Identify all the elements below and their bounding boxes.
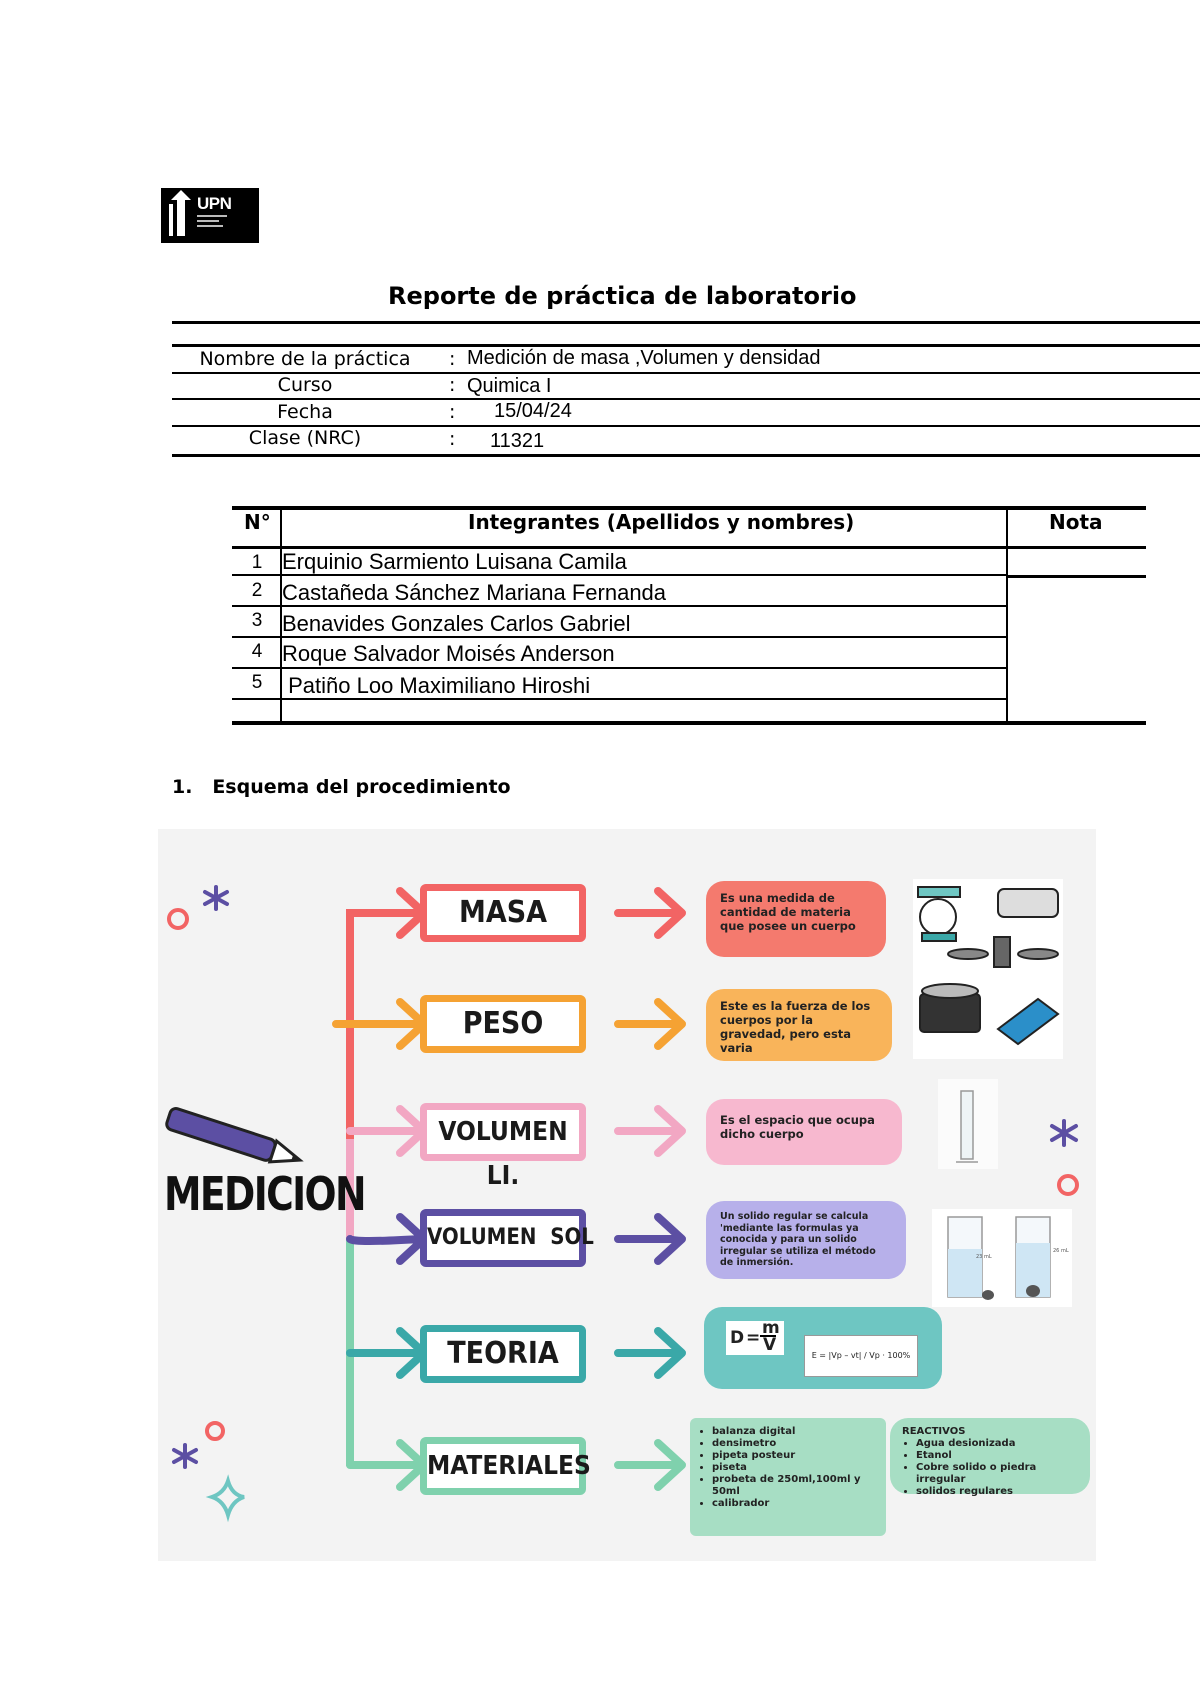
material-item: • probeta de 250ml,100ml y 50ml <box>712 1474 878 1498</box>
document-title: Reporte de práctica de laboratorio <box>388 282 857 310</box>
density-formula <box>726 1318 784 1355</box>
bubble-masa: Es una medida de cantidad de materia que posee un cuerpo <box>706 881 886 957</box>
info-label-practice: Nombre de la práctica <box>199 348 411 370</box>
formula-eq: = <box>746 1328 761 1348</box>
node-materiales: MATERIALES <box>420 1437 586 1495</box>
title-rule <box>172 321 1200 324</box>
circle-decoration-icon <box>207 1423 223 1439</box>
member-num: 2 <box>251 580 263 601</box>
reagents-title: REACTIVOS <box>902 1426 966 1437</box>
section-title: Esquema del procedimiento <box>212 776 511 798</box>
info-row-rule <box>172 398 1200 400</box>
info-label-class: Clase (NRC) <box>248 427 362 449</box>
upn-logo <box>161 188 259 243</box>
bubble-volumen-liquido: Es el espacio que ocupa dicho cuerpo <box>706 1099 902 1165</box>
formula-den: V <box>763 1335 777 1355</box>
star-decoration-icon <box>174 1445 196 1467</box>
material-item: • balanza digital <box>712 1426 878 1438</box>
upn-arrow-icon <box>161 188 197 243</box>
members-row-rule <box>232 667 1006 669</box>
node-masa: MASA <box>420 884 586 942</box>
info-value-course: Quimica I <box>467 375 552 397</box>
header-members: Integrantes (Apellidos y nombres) <box>468 510 855 534</box>
cylinder-mark-right: 26 mL <box>1053 1248 1069 1254</box>
member-num: 3 <box>251 610 263 631</box>
members-col-rule <box>1006 506 1008 723</box>
info-label-date: Fecha <box>277 401 333 423</box>
member-name: Castañeda Sánchez Mariana Fernanda <box>282 580 667 605</box>
mindmap-image <box>158 829 1096 1561</box>
graduated-cylinder-icon <box>938 1079 998 1169</box>
bubble-volumen-solido: Un solido regular se calcula 'mediante las formulas ya conocida y para un solido irregular se utiliza el método de inmersión. <box>706 1201 906 1279</box>
member-num: 1 <box>251 552 263 573</box>
header-grade: Nota <box>1049 510 1103 534</box>
material-item: • piseta <box>712 1462 878 1474</box>
info-bottom-rule <box>172 454 1200 457</box>
info-value-date: 15/04/24 <box>494 400 572 422</box>
scales-illustration-icon <box>913 879 1063 1059</box>
logo-text: UPN <box>197 194 232 213</box>
node-volumen-liquido: VOLUMEN LI. <box>420 1103 586 1161</box>
bubble-teoria <box>704 1307 942 1389</box>
reagent-item: • Etanol <box>916 1450 1078 1462</box>
member-num: 4 <box>251 641 263 662</box>
error-formula: E = |Vp – vt| / Vp · 100% <box>804 1335 918 1377</box>
info-value-class: 11321 <box>490 430 545 452</box>
material-item: • densimetro <box>712 1438 878 1450</box>
member-name: Benavides Gonzales Carlos Gabriel <box>282 611 631 636</box>
material-item: • pipeta posteur <box>712 1450 878 1462</box>
star-decoration-icon <box>1052 1121 1076 1145</box>
star-decoration-icon <box>205 887 227 909</box>
reagent-item: • Agua desionizada <box>916 1438 1078 1450</box>
info-label-course: Curso <box>277 374 333 396</box>
info-colon: : <box>449 348 456 370</box>
materials-list <box>698 1426 878 1510</box>
reagent-item: • solidos regulares <box>916 1486 1078 1498</box>
info-colon: : <box>449 401 456 423</box>
reagent-item: • Cobre solido o piedra irregular <box>916 1462 1078 1486</box>
info-value-practice: Medición de masa ,Volumen y densidad <box>467 347 821 369</box>
formula-lhs: D <box>730 1328 745 1348</box>
immersion-cylinders-icon <box>932 1209 1072 1307</box>
header-num: N° <box>244 510 271 534</box>
node-teoria: TEORIA <box>420 1325 586 1383</box>
info-colon: : <box>449 374 456 396</box>
reagents-list <box>902 1438 1078 1498</box>
logo-subtext <box>197 214 237 231</box>
section-number: 1. <box>172 776 193 798</box>
material-item: • calibrador <box>712 1498 878 1510</box>
pencil-icon <box>165 1107 305 1171</box>
sparkle-decoration-icon <box>212 1481 244 1515</box>
node-volumen-solido: VOLUMEN SOL <box>420 1209 586 1267</box>
mindmap-root: MEDICION <box>164 1167 365 1221</box>
circle-decoration-icon <box>169 910 187 928</box>
circle-decoration-icon <box>1059 1176 1077 1194</box>
member-num: 5 <box>251 672 263 693</box>
logo-subtitle-lines <box>197 214 231 230</box>
bubble-peso: Este es la fuerza de los cuerpos por la gravedad, pero esta varia <box>706 989 892 1061</box>
section-heading <box>172 776 511 798</box>
member-name: Roque Salvador Moisés Anderson <box>282 641 615 666</box>
node-peso: PESO <box>420 995 586 1053</box>
bubble-materials <box>690 1418 886 1536</box>
grade-cell-rule <box>1006 575 1146 578</box>
cylinder-mark-left: 23 mL <box>976 1254 992 1260</box>
formula-num: m <box>762 1318 780 1338</box>
info-colon: : <box>449 428 456 450</box>
member-name: Erquinio Sarmiento Luisana Camila <box>282 549 627 574</box>
members-bottom-rule <box>232 721 1146 725</box>
member-name: Patiño Loo Maximiliano Hiroshi <box>282 673 591 698</box>
bubble-reagents <box>890 1418 1090 1497</box>
